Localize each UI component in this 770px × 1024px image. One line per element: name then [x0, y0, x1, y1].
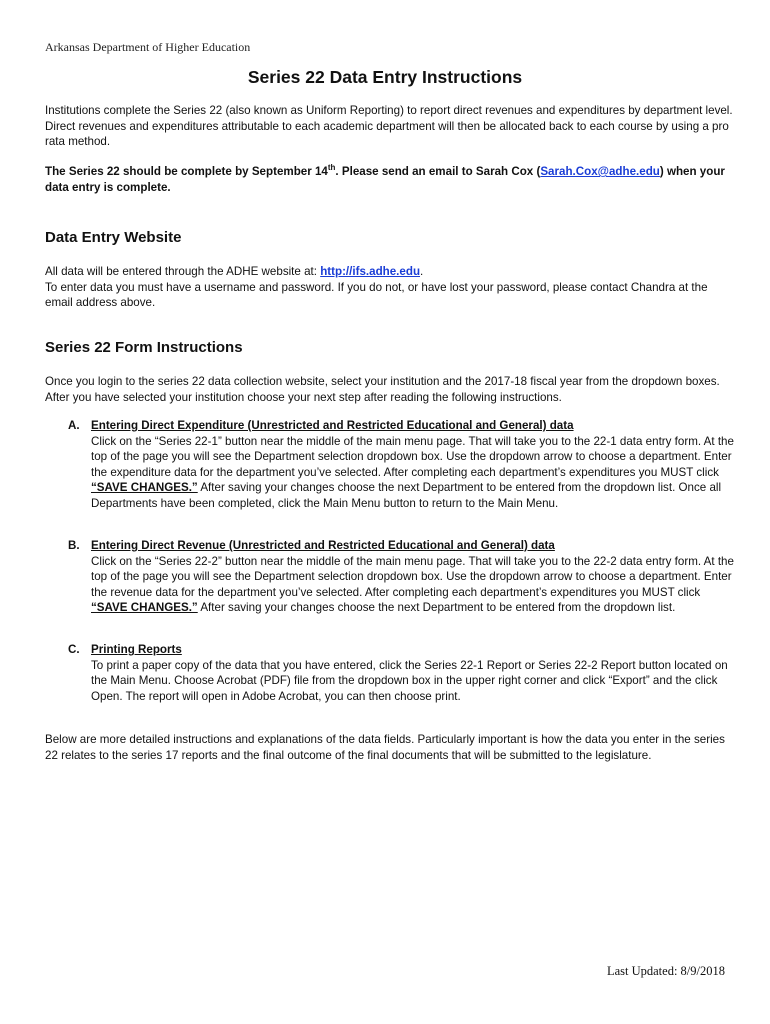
deadline-text-end: ) when your data entry is complete.	[45, 165, 725, 194]
save-changes-emphasis: “SAVE CHANGES.”	[91, 601, 198, 614]
body-text-end: After saving your changes choose the next Department to be entered from the dropdown list. Once all Departments have been completed, click the Main Menu button to return to the Main Menu.	[91, 481, 722, 510]
list-marker: A.	[68, 419, 80, 432]
body-text: To print a paper copy of the data that you have entered, click the Series 22-1 Report or Series 22-2 Report button located on the Main Menu. Choose Acrobat (PDF) file from the dropdown box in the upper right corner and click “Export” and the click Open. The report will open in Adobe Acrobat, you can then choose print.	[91, 658, 728, 703]
deadline-paragraph	[45, 164, 735, 195]
save-changes-emphasis: “SAVE CHANGES.”	[91, 481, 198, 494]
body-text: Click on the “Series 22-2” button near the middle of the main menu page. That will take you to the 22-2 data entry form. At the top of the page you will see the Department selection dropdown box. Use the dropdown arrow to choose a department. Enter the revenue data for the department you’ve selected. After completing each department’s expenditures you MUST click	[91, 554, 734, 599]
list-item-body	[91, 434, 736, 512]
organization-header: Arkansas Department of Higher Education	[45, 40, 251, 54]
deadline-text-mid: . Please send an email to Sarah Cox (	[335, 165, 541, 178]
body-text-end: After saving your changes choose the next Department to be entered from the dropdown list.	[197, 601, 676, 614]
form-intro-paragraph: Once you login to the series 22 data collection website, select your institution and the 2017-18 fiscal year from the dropdown boxes. After you have selected your institution choose your next step after reading the following instructions.	[45, 375, 720, 404]
deadline-suffix: th	[327, 163, 336, 173]
list-item-a	[68, 418, 738, 528]
list-item-title: Entering Direct Revenue (Unrestricted and Restricted Educational and General) data	[91, 539, 555, 552]
intro-paragraph: Institutions complete the Series 22 (also known as Uniform Reporting) to report direct revenues and expenditures by department level. Direct revenues and expenditures attributable to each academic department will then be allocated back to each course by using a pro rata method.	[45, 104, 733, 148]
email-link[interactable]: Sarah.Cox@adhe.edu	[540, 165, 660, 178]
list-marker: B.	[68, 539, 80, 552]
last-updated-footer: Last Updated: 8/9/2018	[606, 964, 725, 978]
deadline-text-start: The Series 22 should be complete by September 14	[45, 165, 328, 178]
list-item-title: Entering Direct Expenditure (Unrestricted and Restricted Educational and General) data	[91, 419, 574, 432]
data-entry-website-heading: Data Entry Website	[45, 229, 182, 246]
list-item-body	[91, 658, 736, 705]
list-item-b	[68, 538, 738, 633]
website-link[interactable]: http://ifs.adhe.edu	[320, 265, 421, 278]
list-marker: C.	[68, 643, 80, 656]
login-instructions: To enter data you must have a username and password. If you do not, or have lost your password, please contact Chandra at the email address above.	[45, 280, 708, 309]
website-text-start: All data will be entered through the ADHE website at:	[45, 265, 321, 278]
page-title: Series 22 Data Entry Instructions	[247, 67, 523, 87]
website-text-end: .	[420, 265, 424, 278]
website-paragraph	[45, 264, 735, 311]
body-text: Click on the “Series 22-1” button near the middle of the main menu page. That will take you to the 22-1 data entry form. At the top of the page you will see the Department selection dropdown box. Use the dropdown arrow to choose a department. Enter the expenditure data for the department you’ve selected. After completing each department’s expenditures you MUST click	[91, 434, 734, 479]
form-instructions-heading: Series 22 Form Instructions	[45, 339, 243, 356]
list-item-title: Printing Reports	[91, 643, 182, 656]
list-item-body	[91, 554, 736, 616]
closing-paragraph: Below are more detailed instructions and explanations of the data fields. Particularly important is how the data you enter in the series 22 relates to the series 17 reports and the final outcome of the final documents that will be submitted to the legislature.	[45, 733, 725, 762]
list-item-c	[68, 642, 738, 707]
